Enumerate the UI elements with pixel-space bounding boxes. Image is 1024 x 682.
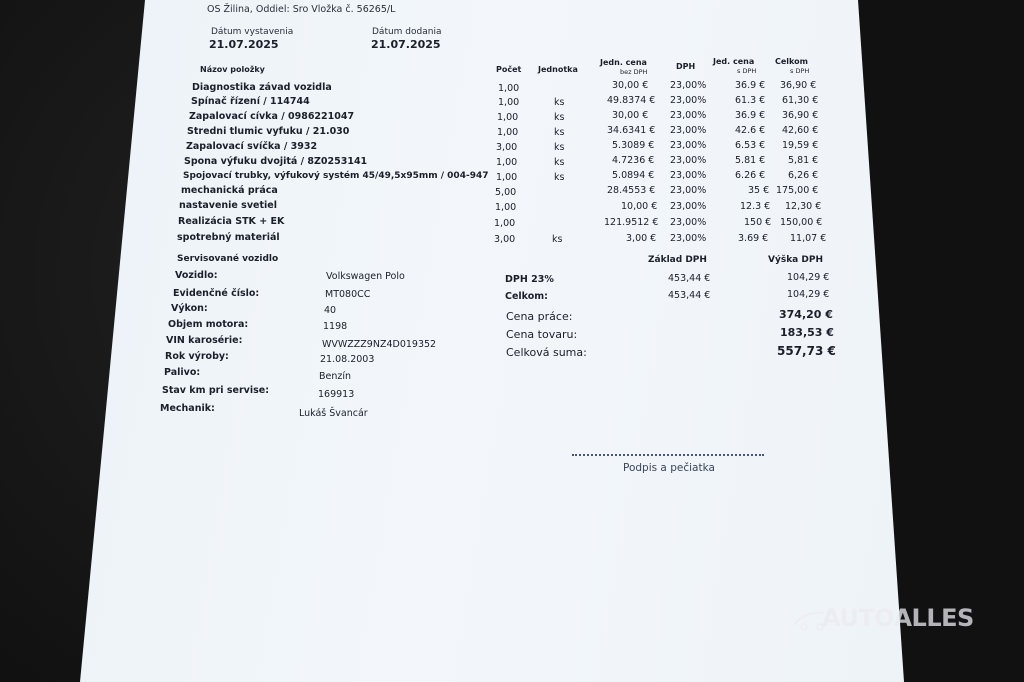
item-vat-price: 12.3 € bbox=[740, 201, 771, 212]
item-vat: 23,00% bbox=[670, 185, 707, 196]
item-vat: 23,00% bbox=[670, 80, 707, 91]
item-total: 19,59 € bbox=[782, 140, 819, 151]
item-vat-price: 6.26 € bbox=[735, 170, 766, 181]
vehicle-value: 1198 bbox=[323, 321, 348, 332]
vehicle-label: Evidenčné číslo: bbox=[173, 288, 260, 299]
item-total: 61,30 € bbox=[782, 95, 819, 106]
item-price: 5.3089 € bbox=[612, 140, 655, 151]
vehicle-value: Volkswagen Polo bbox=[326, 271, 405, 282]
vat-row-base: 453,44 € bbox=[668, 273, 711, 284]
item-name: Realizácia STK + EK bbox=[178, 216, 285, 227]
item-vat-price: 36.9 € bbox=[735, 80, 766, 91]
vat-row-amount: 104,29 € bbox=[787, 272, 830, 283]
item-price: 28.4553 € bbox=[607, 185, 656, 196]
item-qty: 1,00 bbox=[498, 83, 520, 94]
labor-label: Cena práce: bbox=[506, 310, 573, 323]
item-name: Zapalovací cívka / 0986221047 bbox=[189, 111, 355, 122]
item-name: mechanická práca bbox=[181, 185, 278, 196]
vehicle-section-title: Servisované vozidlo bbox=[177, 254, 279, 264]
item-unit: ks bbox=[554, 112, 565, 123]
item-price: 49.8374 € bbox=[607, 95, 656, 106]
vehicle-value: Benzín bbox=[319, 371, 352, 382]
signature-label: Podpis a pečiatka bbox=[623, 462, 715, 474]
item-qty: 3,00 bbox=[494, 234, 516, 245]
item-vat-price: 35 € bbox=[748, 185, 770, 196]
delivery-date-label: Dátum dodania bbox=[372, 27, 442, 37]
vehicle-label: Vozidlo: bbox=[175, 270, 218, 281]
delivery-date: 21.07.2025 bbox=[371, 38, 441, 51]
vehicle-value: MT080CC bbox=[325, 289, 371, 300]
item-vat: 23,00% bbox=[670, 217, 707, 228]
item-price: 4.7236 € bbox=[612, 155, 655, 166]
item-qty: 1,00 bbox=[495, 202, 517, 213]
item-qty: 1,00 bbox=[497, 112, 519, 123]
item-vat: 23,00% bbox=[670, 201, 707, 212]
issue-date: 21.07.2025 bbox=[209, 38, 279, 51]
item-vat-price: 36.9 € bbox=[735, 110, 766, 121]
item-vat: 23,00% bbox=[670, 125, 707, 136]
item-vat-price: 5.81 € bbox=[735, 155, 766, 166]
item-vat-price: 6.53 € bbox=[735, 140, 766, 151]
item-unit: ks bbox=[554, 172, 565, 183]
col-name: Názov položky bbox=[200, 65, 265, 74]
issue-date-label: Dátum vystavenia bbox=[211, 27, 294, 37]
summary-base-label: Základ DPH bbox=[648, 255, 707, 265]
summary-vat-amount-label: Výška DPH bbox=[768, 255, 823, 265]
item-total: 5,81 € bbox=[788, 155, 819, 166]
item-qty: 1,00 bbox=[496, 157, 518, 168]
vehicle-value: 40 bbox=[324, 305, 337, 316]
item-vat-price: 3.69 € bbox=[738, 233, 769, 244]
col-vat-price: Jed. cena bbox=[713, 57, 755, 66]
item-total: 6,26 € bbox=[788, 170, 819, 181]
total-row-base: 453,44 € bbox=[668, 290, 711, 301]
watermark-text: AUTOALLES bbox=[822, 604, 974, 632]
item-total: 36,90 € bbox=[782, 110, 819, 121]
item-price: 5.0894 € bbox=[612, 170, 655, 181]
item-vat: 23,00% bbox=[670, 95, 707, 106]
item-qty: 1,00 bbox=[497, 127, 519, 138]
vehicle-value: Lukáš Švancár bbox=[299, 408, 368, 419]
item-unit: ks bbox=[552, 234, 563, 245]
item-qty: 5,00 bbox=[495, 187, 517, 198]
item-name: Spínač řízení / 114744 bbox=[191, 96, 310, 107]
vehicle-label: VIN karosérie: bbox=[166, 335, 243, 346]
col-unit-price-sub: bez DPH bbox=[620, 68, 648, 76]
item-price: 30,00 € bbox=[612, 110, 649, 121]
watermark-logo bbox=[792, 601, 972, 633]
vehicle-label: Mechanik: bbox=[160, 403, 215, 414]
vehicle-label: Palivo: bbox=[164, 367, 201, 378]
item-total: 12,30 € bbox=[785, 201, 822, 212]
item-total: 42,60 € bbox=[782, 125, 819, 136]
grand-total-value: 557,73 € bbox=[777, 344, 836, 358]
vehicle-label: Rok výroby: bbox=[165, 351, 229, 362]
item-unit: ks bbox=[554, 157, 565, 168]
total-row-label: Celkom: bbox=[505, 291, 548, 302]
col-total: Celkom bbox=[775, 57, 808, 66]
item-total: 11,07 € bbox=[790, 233, 827, 244]
item-qty: 1,00 bbox=[498, 97, 520, 108]
col-vat: DPH bbox=[676, 62, 696, 71]
goods-value: 183,53 € bbox=[780, 326, 834, 339]
item-price: 121.9512 € bbox=[604, 217, 659, 228]
vat-row-label: DPH 23% bbox=[505, 274, 554, 285]
item-name: Zapalovací svíčka / 3932 bbox=[186, 141, 318, 152]
col-unit: Jednotka bbox=[538, 65, 578, 74]
item-total: 36,90 € bbox=[780, 80, 817, 91]
item-name: Spona výfuku dvojitá / 8Z0253141 bbox=[184, 156, 368, 167]
item-vat: 23,00% bbox=[670, 155, 707, 166]
item-total: 150,00 € bbox=[780, 217, 823, 228]
item-name: Diagnostika závad vozidla bbox=[192, 82, 332, 93]
item-name: Stredni tlumic vyfuku / 21.030 bbox=[187, 126, 350, 137]
col-vat-price-sub: s DPH bbox=[737, 67, 757, 75]
item-vat-price: 42.6 € bbox=[735, 125, 766, 136]
grand-total-label: Celková suma: bbox=[506, 346, 587, 359]
item-price: 30,00 € bbox=[612, 80, 649, 91]
labor-value: 374,20 € bbox=[779, 308, 833, 321]
item-vat-price: 61.3 € bbox=[735, 95, 766, 106]
item-vat: 23,00% bbox=[670, 170, 707, 181]
item-unit: ks bbox=[554, 142, 565, 153]
item-total: 175,00 € bbox=[776, 185, 819, 196]
item-price: 3,00 € bbox=[626, 233, 657, 244]
item-name: spotrebný materiál bbox=[177, 232, 280, 243]
col-qty: Počet bbox=[496, 65, 522, 74]
item-qty: 1,00 bbox=[496, 172, 518, 183]
vehicle-value: 169913 bbox=[318, 389, 355, 400]
item-unit: ks bbox=[554, 97, 565, 108]
total-row-amount: 104,29 € bbox=[787, 289, 830, 300]
item-name: Spojovací trubky, výfukový systém 45/49,5x95mm / 004-947 bbox=[183, 171, 489, 181]
goods-label: Cena tovaru: bbox=[506, 328, 578, 341]
item-unit: ks bbox=[554, 127, 565, 138]
vehicle-value: WVWZZZ9NZ4D019352 bbox=[322, 339, 437, 350]
vehicle-label: Stav km pri servise: bbox=[162, 385, 269, 396]
item-vat: 23,00% bbox=[670, 233, 707, 244]
col-unit-price: Jedn. cena bbox=[600, 58, 647, 67]
item-name: nastavenie svetiel bbox=[179, 200, 277, 211]
item-vat-price: 150 € bbox=[744, 217, 772, 228]
vehicle-value: 21.08.2003 bbox=[320, 354, 375, 365]
item-qty: 3,00 bbox=[496, 142, 518, 153]
vehicle-label: Objem motora: bbox=[168, 319, 249, 330]
company-line: OS Žilina, Oddiel: Sro Vložka č. 56265/L bbox=[207, 4, 396, 15]
item-vat: 23,00% bbox=[670, 110, 707, 121]
item-price: 10,00 € bbox=[621, 201, 658, 212]
item-vat: 23,00% bbox=[670, 140, 707, 151]
item-qty: 1,00 bbox=[494, 218, 516, 229]
vehicle-label: Výkon: bbox=[171, 303, 208, 314]
item-price: 34.6341 € bbox=[607, 125, 656, 136]
col-total-sub: s DPH bbox=[790, 67, 810, 75]
signature-line bbox=[572, 454, 764, 456]
